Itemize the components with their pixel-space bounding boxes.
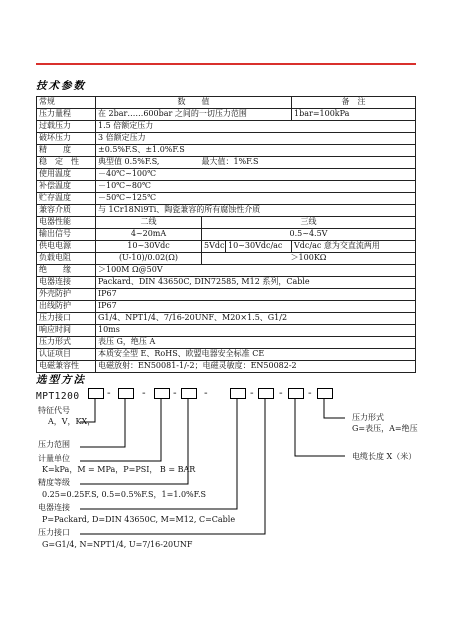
row-note: 1bar=100kPa	[292, 109, 416, 121]
legend-accuracy-title: 精度等级	[38, 478, 70, 487]
row-value: ±0.5%F.S、±1.0%F.S	[96, 145, 416, 157]
dash-6: -	[279, 388, 283, 399]
legend-unit-values: K=kPa，M = MPa，P=PSI， B = BAR	[42, 465, 196, 474]
dash-5: -	[250, 388, 254, 399]
row-value: 表压 G，绝压 A	[96, 337, 416, 349]
row-value: －40℃~100℃	[96, 169, 416, 181]
model-prefix: MPT1200	[36, 391, 80, 402]
three-wire-value-b: 10~30Vdc/ac	[226, 241, 292, 253]
legend-port-title: 压力接口	[38, 528, 70, 537]
legend-feature-title: 特征代号	[38, 406, 70, 415]
row-label: 供电电源	[37, 241, 96, 253]
dash-4: -	[204, 388, 208, 399]
header-value: 数 值	[96, 97, 292, 109]
row-label: 电器性能	[37, 217, 96, 229]
row-value: G1/4、NPT1/4、7/16-20UNF、M20×1.5、G1/2	[96, 313, 416, 325]
row-label: 压力接口	[37, 313, 96, 325]
two-wire-value: (U-10)/0.02(Ω)	[96, 253, 202, 265]
row-value: 在 2bar……600bar 之间的一切压力范围	[96, 109, 292, 121]
three-wire-value: ＞100KΩ	[202, 253, 416, 265]
legend-connection-title: 电器连接	[38, 503, 70, 512]
legend-connection-values: P=Packard, D=DIN 43650C, M=M12, C=Cable	[42, 515, 236, 524]
legend-range-title: 压力范围	[38, 440, 70, 449]
leader-unit	[80, 399, 161, 461]
row-value: 3 倍额定压力	[96, 133, 416, 145]
stability-typical: 典型值 0.5%F.S,	[98, 157, 160, 167]
row-label: 输出信号	[37, 229, 96, 241]
row-value: 本质安全型 E、RoHS、欧盟电器安全标准 CE	[96, 349, 416, 361]
row-value: Packard、DIN 43650C, DIN72585, M12 系列，Cable	[96, 277, 416, 289]
row-label: 破坏压力	[37, 133, 96, 145]
legend-port-values: G=G1/4, N=NPT1/4, U=7/16-20UNF	[42, 540, 193, 549]
row-label: 负载电阻	[37, 253, 96, 265]
leader-cable	[295, 399, 345, 456]
legend-feature-values: A，V，KX，	[48, 417, 96, 426]
row-label: 压力量程	[37, 109, 96, 121]
row-value: IP67	[96, 289, 416, 301]
row-label: 稳 定 性	[37, 157, 96, 169]
row-label: 认证项目	[37, 349, 96, 361]
row-value: 10ms	[96, 325, 416, 337]
legend-form-title: 压力形式	[352, 413, 384, 422]
row-label: 精 度	[37, 145, 96, 157]
row-value: ＞100M Ω@50V	[96, 265, 416, 277]
row-label: 电器连接	[37, 277, 96, 289]
row-label: 兼容介质	[37, 205, 96, 217]
dash-3: -	[173, 388, 177, 399]
row-label: 过载压力	[37, 121, 96, 133]
header-param: 常规	[37, 97, 96, 109]
row-label: 补偿温度	[37, 181, 96, 193]
row-label: 使用温度	[37, 169, 96, 181]
header-note: 备 注	[292, 97, 416, 109]
row-value: 1.5 倍额定压力	[96, 121, 416, 133]
dash-2: -	[142, 388, 146, 399]
leader-form	[324, 399, 345, 418]
legend-form-values: G=表压，A=绝压	[352, 424, 418, 433]
row-value: －50℃~125℃	[96, 193, 416, 205]
three-wire-header: 三线	[202, 217, 416, 229]
row-label: 出线防护	[37, 301, 96, 313]
row-value: 电磁放射：EN50081-1/-2；电磁灵敏度：EN50082-2	[96, 361, 416, 373]
dash-1: -	[107, 388, 111, 399]
section-title-selection: 选型方法	[36, 374, 86, 386]
three-wire-value: 0.5~4.5V	[202, 229, 416, 241]
row-value: 与 1Cr18Ni9Ti、陶瓷兼容的所有腐蚀性介质	[96, 205, 416, 217]
two-wire-header: 二线	[96, 217, 202, 229]
legend-cable-length: 电缆长度 X（米）	[352, 452, 417, 461]
row-label: 响应时间	[37, 325, 96, 337]
three-wire-value-a: 5Vdc	[202, 241, 226, 253]
row-value: IP67	[96, 301, 416, 313]
row-label: 电磁兼容性	[37, 361, 96, 373]
row-label: 绝 缘	[37, 265, 96, 277]
section-title-specs: 技术参数	[36, 80, 86, 92]
legend-unit-title: 计量单位	[38, 454, 70, 463]
row-label: 贮存温度	[37, 193, 96, 205]
row-label: 压力形式	[37, 337, 96, 349]
row-note: Vdc/ac 意为交直流两用	[292, 241, 416, 253]
row-value: －10℃~80℃	[96, 181, 416, 193]
dash-7: -	[308, 388, 312, 399]
legend-accuracy-values: 0.25=0.25F.S, 0.5=0.5%F.S，1=1.0%F.S	[42, 490, 206, 499]
two-wire-value: 10~30Vdc	[96, 241, 202, 253]
row-label: 外壳防护	[37, 289, 96, 301]
two-wire-value: 4~20mA	[96, 229, 202, 241]
stability-max: 最大值：1%F.S	[201, 157, 259, 167]
